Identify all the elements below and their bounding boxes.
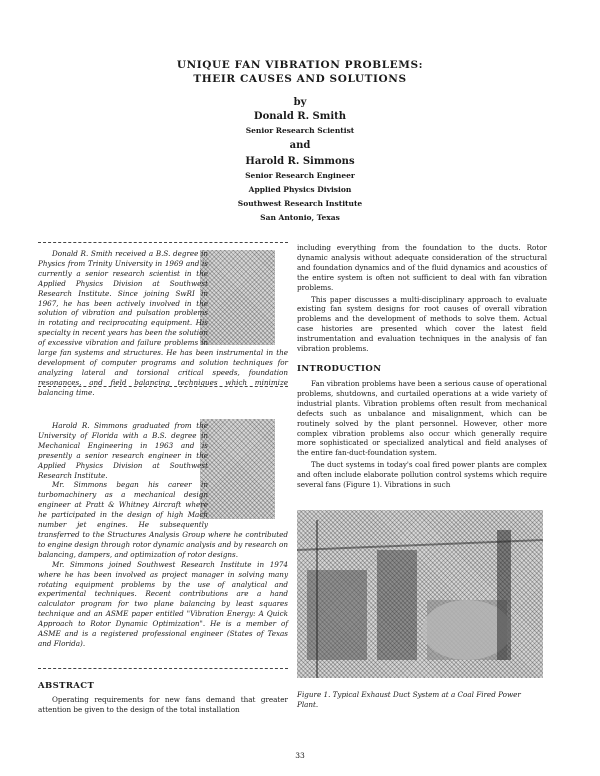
simmons-bio-text-2: Mr. Simmons began his career in turbomachinery as a mechanical design engineer at Pratt & Whitney Aircraft where he participated in the design of high Mach number jet engines. He subsequently transferred to the Structures Analysis Group where he contributed to engine design through rotor dynamic analysis and by research on balancing, dampers, and optimization of rotor designs. (38, 480, 288, 559)
right-para-2: This paper discusses a multi-disciplinary approach to evaluate existing fan system designs for root causes of overall vibration problems and the development of methods to solve them. Actual case histories are presented which cover the latest field instrumentation and evaluation techniques in the analysis of fan vibration problems. (297, 294, 547, 354)
and-label: and (289, 140, 311, 151)
paper-title-line1: UNIQUE FAN VIBRATION PROBLEMS: (176, 59, 424, 71)
abstract-heading: ABSTRACT (38, 681, 95, 691)
right-para-1: including everything from the foundation to the ducts. Rotor dynamic analysis without adequate consideration of the structural and foundation dynamics and of the fluid dynamics and acoustics of the entire system is often not sufficient to deal with fan vibration problems. (297, 243, 547, 292)
figure-1-illustration (297, 510, 543, 678)
smith-bio (38, 249, 288, 398)
simmons-bio (38, 421, 288, 649)
smith-photo-spacer (208, 249, 288, 347)
simmons-bio-text-1: Harold R. Simmons graduated from the University of Florida with a B.S. degree in Mechanical Engineering in 1963 and is presently a senior research engineer in the Applied Physics Division at Southwest Research Institute. (38, 421, 208, 480)
paper-title-line2: THEIR CAUSES AND SOLUTIONS (193, 73, 407, 85)
institute: Southwest Research Institute (237, 199, 363, 208)
simmons-bio-text-3: Mr. Simmons joined Southwest Research Institute in 1974 where he has been involved as project manager in solving many rotating equipment problems by the use of analytical and experimental techniques. Recent contributions are a hand calculator program for two plane balancing by least squares technique and an ASME paper entitled "Vibration Energy: A Quick Approach to Rotor Dynamic Optimization". He is a member of ASME and is a registered professional engineer (States of Texas and Florida). (38, 559, 288, 648)
author2-title: Senior Research Engineer (245, 171, 355, 180)
simmons-photo-spacer (208, 421, 288, 523)
figure-1-photo (297, 510, 543, 678)
right-para-3: Fan vibration problems have been a serious cause of operational problems, shutdowns, and curtailed operations at a wide variety of industrial plants. Vibration problems often result from mechanical defects such as unbalance and misalignment, which can be routinely solved by the plant personnel. However, other more complex vibration problems also occur which generally require more sophisticated or specialized analytical and field analyses of the entire fan-duct-foundation system. (297, 378, 547, 458)
author1-name: Donald R. Smith (253, 111, 347, 122)
division: Applied Physics Division (248, 185, 352, 194)
abstract-text: Operating requirements for new fans demand that greater attention be given to the design of the total installation (38, 695, 288, 714)
author2-name: Harold R. Simmons (245, 156, 355, 167)
author1-title: Senior Research Scientist (245, 126, 355, 135)
bio-top-rule (38, 242, 288, 243)
bio-divider-rule (38, 386, 288, 387)
smith-bio-text: Donald R. Smith received a B.S. degree in Physics from Trinity University in 1969 and is currently a senior research scientist in the Applied Physics Division at Southwest Research Institute. Since joining SwRI in 1967, he has been actively involved in the solution of vibration and pulsation problems in rotating and reciprocating equipment. His specialty in recent years has been the solution of excessive vibration and failure problems in large fan systems and structures. He has been instrumental in the development of computer programs and solution techniques for analyzing lateral and torsional critical speeds, foundation resonances, and field balancing techniques which minimize balancing time. (38, 249, 288, 397)
page-number: 33 (295, 751, 305, 760)
introduction-heading: INTRODUCTION (297, 363, 382, 374)
bio-bottom-rule (38, 668, 288, 669)
location: San Antonio, Texas (260, 213, 340, 222)
figure-1-caption: Figure 1. Typical Exhaust Duct System at a Coal Fired Power Plant. (297, 690, 521, 709)
right-column-body (297, 243, 547, 490)
right-para-4: The duct systems in today's coal fired power plants are complex and often include elaborate pollution control systems which require several fans (Figure 1). Vibrations in such (297, 460, 547, 490)
by-label: by (293, 97, 307, 108)
